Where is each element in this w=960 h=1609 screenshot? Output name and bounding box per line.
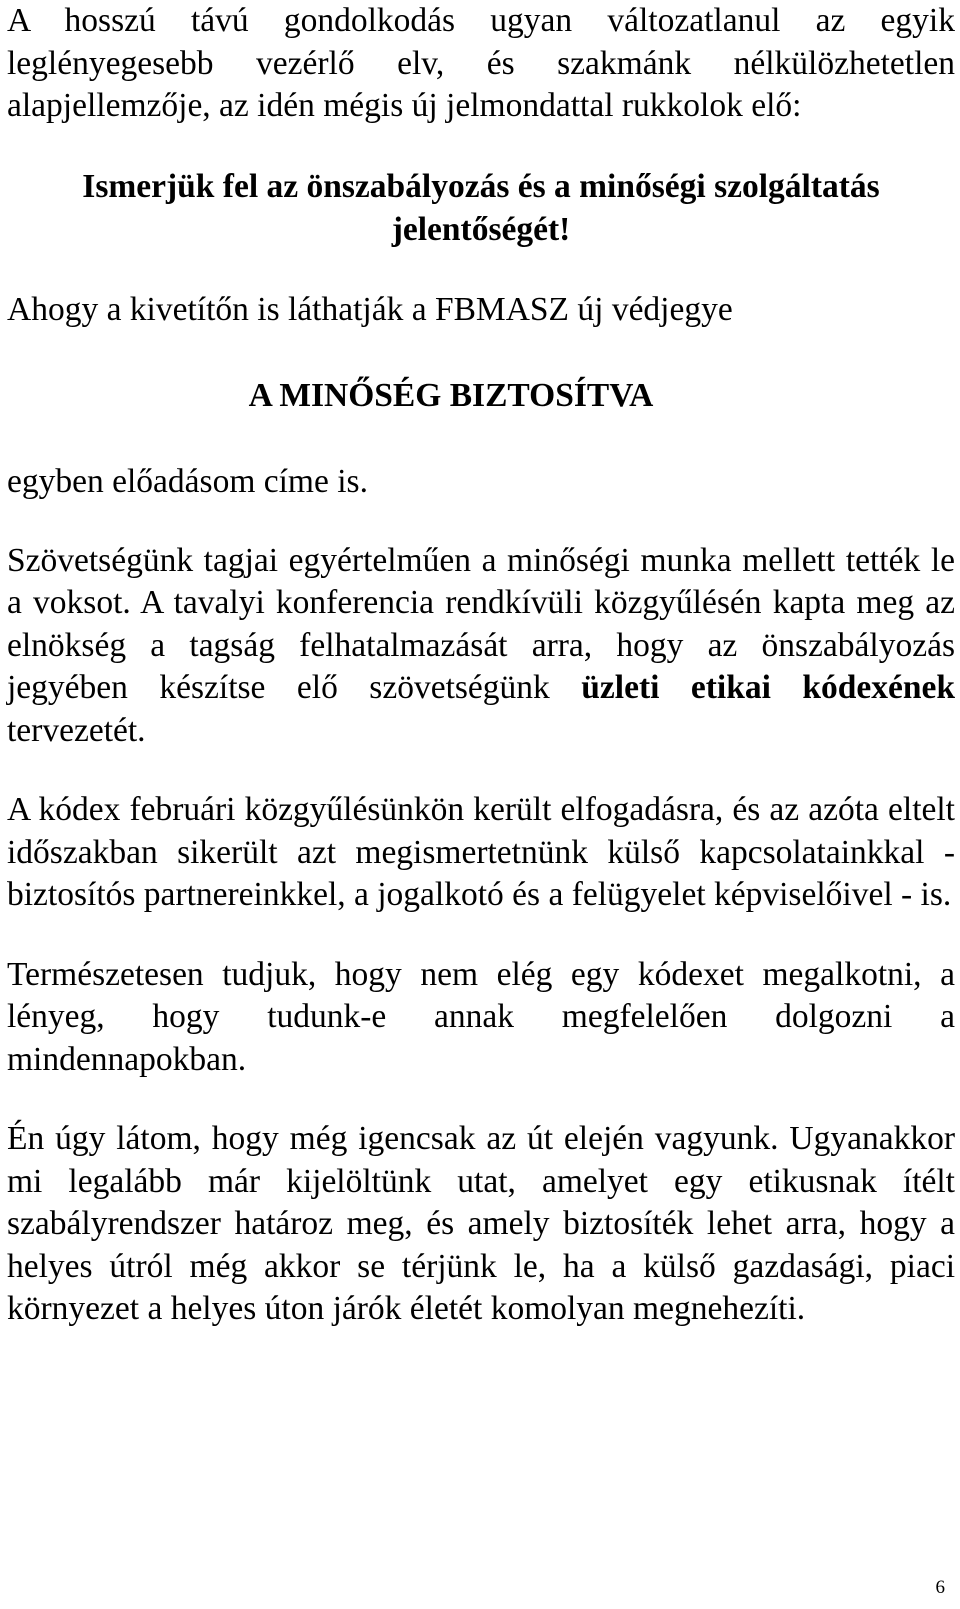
members-text-end: tervezetét. (7, 711, 146, 749)
members-paragraph (7, 540, 955, 753)
intro-paragraph: A hosszú távú gondolkodás ugyan változatlanul az egyik leglényegesebb vezérlő elv, és szakmánk nélkülözhetetlen alapjellemzője, az idén mégis új jelmondattal rukkolok elő: (7, 2, 955, 124)
slogan-block (7, 165, 955, 251)
ethics-code-emphasis: üzleti etikai kódexének (581, 669, 956, 706)
trademark-outro: egyben előadásom címe is. (7, 462, 368, 500)
slogan-line-1: Ismerjük fel az önszabályozás és a minőségi szolgáltatás (82, 167, 880, 205)
page-number: 6 (935, 1577, 945, 1598)
trademark-intro: Ahogy a kivetítőn is láthatják a FBMASZ új védjegye (7, 290, 733, 328)
slogan-line-2: jelentőségét! (391, 210, 571, 248)
naturally-paragraph: Természetesen tudjuk, hogy nem elég egy kódexet megalkotni, a lényeg, hogy tudunk-e annak megfelelően dolgozni a mindennapokban. (7, 955, 955, 1078)
code-paragraph: A kódex februári közgyűlésünkön került elfogadásra, és az azóta eltelt időszakban sikerült azt megismertetnünk külső kapcsolatainkkal - biztosítós partnereinkkel, a jogalkotó és a felügyelet képviselőivel - is. (7, 791, 955, 913)
trademark-title: A MINŐSÉG BIZTOSÍTVA (248, 376, 654, 414)
members-text: Szövetségünk tagjai egyértelműen a minőségi munka mellett tették le a voksot. A tavalyi konferencia rendkívüli közgyűlésén kapta meg az elnökség a tagság felhatalmazását arra, hogy az önszabályozás jegyében készítse elő szövetségünk (7, 541, 955, 706)
view-paragraph: Én úgy látom, hogy még igencsak az út elején vagyunk. Ugyanakkor mi legalább már kijelöltünk utat, amelyet egy etikusnak ítélt szabályrendszer határoz meg, és amely biztosíték lehet arra, hogy a helyes útról még akkor se térjünk le, ha a külső gazdasági, piaci környezet a helyes úton járók életét komolyan megnehezíti. (7, 1120, 955, 1327)
document-page (7, 0, 955, 1331)
